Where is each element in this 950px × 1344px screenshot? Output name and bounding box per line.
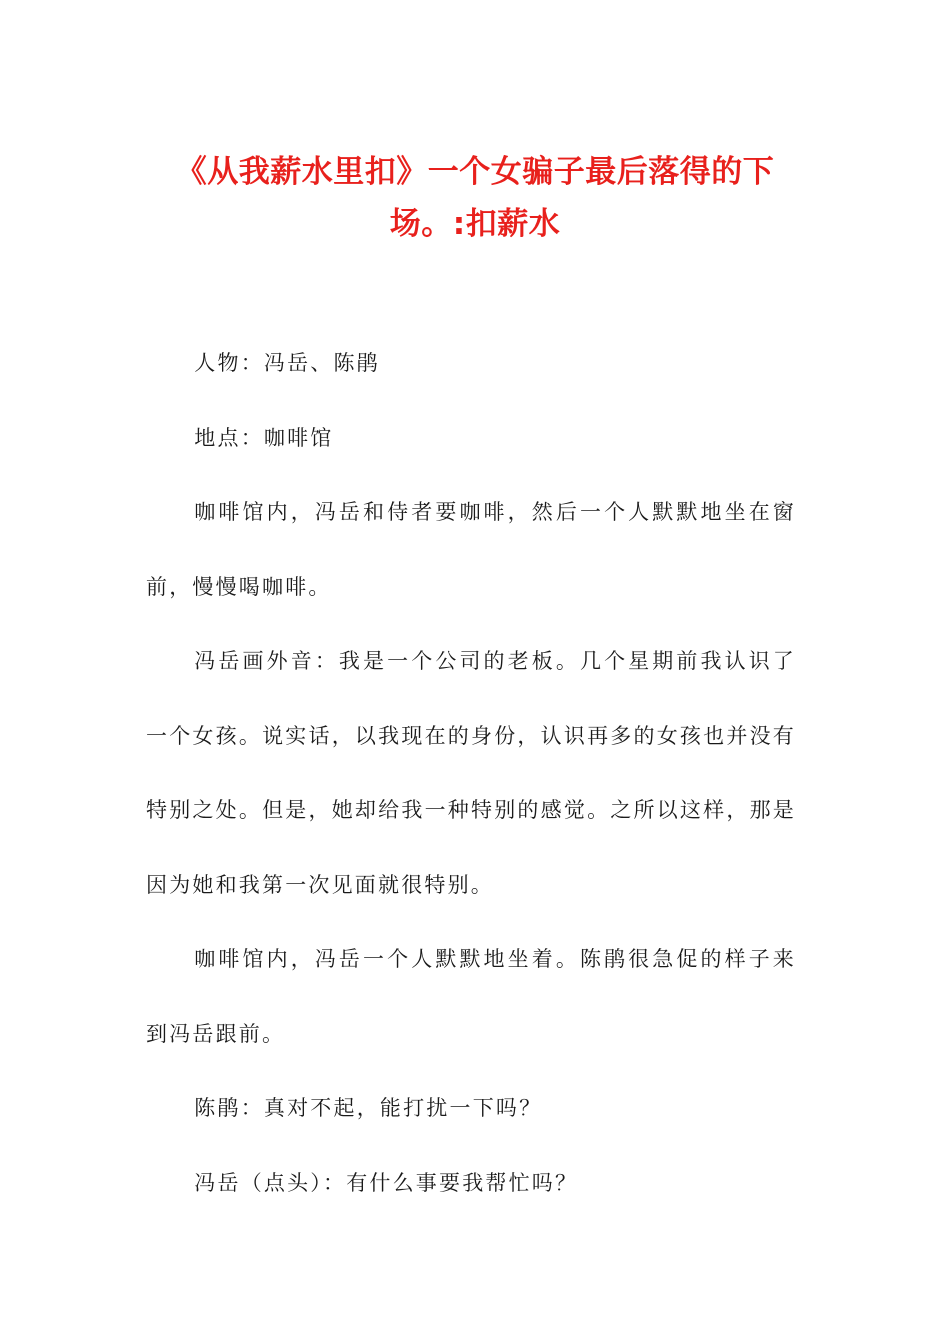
- document-body: [146, 326, 796, 1220]
- paragraph-voiceover: 冯岳画外音：我是一个公司的老板。几个星期前我认识了一个女孩。说实话，以我现在的身份，认识再多的女孩也并没有特别之处。但是，她却给我一种特别的感觉。之所以这样，那是因为她和我第一次见面就很特别。: [146, 649, 796, 897]
- paragraph-characters: 人物：冯岳、陈鹃: [194, 351, 380, 375]
- paragraph-scene-1: 咖啡馆内，冯岳和侍者要咖啡，然后一个人默默地坐在窗前，慢慢喝咖啡。: [146, 500, 796, 599]
- paragraph-dialogue-2: 冯岳（点头）：有什么事要我帮忙吗？: [194, 1170, 579, 1195]
- paragraph-dialogue-1: 陈鹃：真对不起，能打扰一下吗？: [194, 1096, 543, 1120]
- paragraph-scene-2: 咖啡馆内，冯岳一个人默默地坐着。陈鹃很急促的样子来到冯岳跟前。: [146, 947, 796, 1046]
- paragraph-location: 地点：咖啡馆: [194, 425, 334, 450]
- document-title: 《从我薪水里扣》一个女骗子最后落得的下场。:扣薪水: [175, 154, 775, 242]
